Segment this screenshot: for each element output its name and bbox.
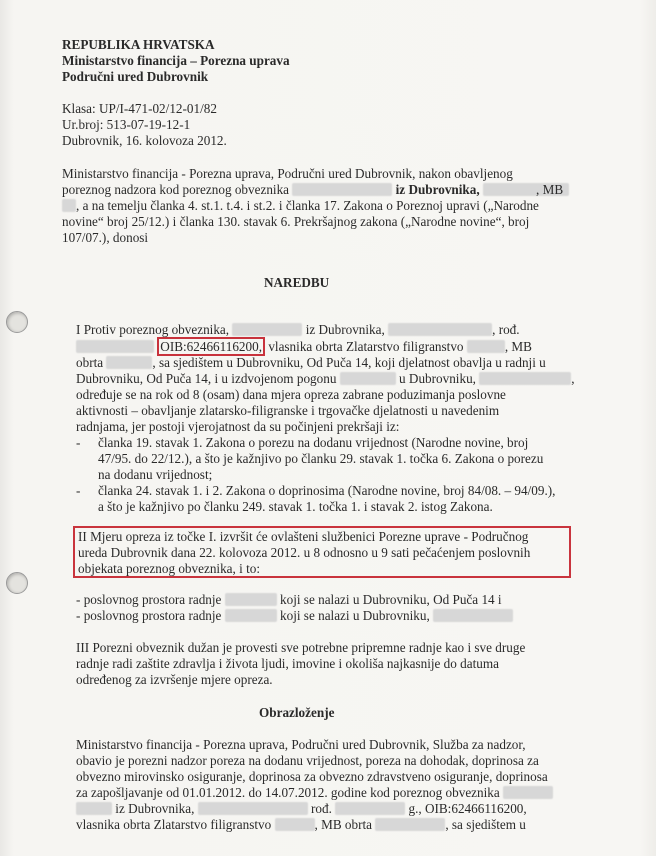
sec1-line: određuje se na rok od 8 (osam) dana mjera opreza zabrane poduzimanja poslovne	[76, 387, 506, 402]
bullet-line: članka 24. stavak 1. i 2. Zakona o doprinosima (Narodne novine, broj 84/08. – 94/09.),	[98, 483, 556, 498]
sec3-line: određenog za izvršenje mjere opreza.	[76, 672, 273, 687]
document-date: Dubrovnik, 16. kolovoza 2012.	[62, 133, 227, 148]
intro-line: , a na temelju članka 4. st.1. t.4. i st.2. i članka 17. Zakona o Poreznoj upravi („Narodne	[62, 198, 539, 214]
punch-hole	[6, 311, 28, 333]
bullet-line: članka 19. stavak 1. Zakona o porezu na dodanu vrijednost (Narodne novine, broj	[98, 435, 529, 450]
redacted	[275, 818, 315, 831]
sec1-line: I Protiv poreznog obveznika, iz Dubrovnika, , rođ.	[76, 322, 520, 337]
sec3-line: radnje radi zaštite zdravlja i života ljudi, imovine i okoliša najkasnije do datuma	[76, 656, 499, 671]
redacted	[433, 609, 513, 622]
sec1-line: Dubrovniku, Od Puča 14, i u izdvojenom pogonu u Dubrovniku, ,	[76, 371, 575, 386]
oib-highlight: OIB:62466116200,	[157, 337, 265, 356]
reason-line: vlasnika obrta Zlatarstvo filigranstvo , MB obrta , sa sjedištem u	[76, 817, 526, 832]
redacted	[106, 356, 152, 369]
redacted	[225, 609, 277, 622]
redacted	[388, 323, 492, 336]
urbroj: Ur.broj: 513-07-19-12-1	[62, 117, 191, 132]
sec2-item: - poslovnog prostora radnje koji se nalazi u Dubrovniku, Od Puča 14 i	[76, 592, 502, 607]
sec2-line: objekata poreznog obveznika, i to:	[78, 561, 260, 576]
bullet-line: 47/95. do 22/12.), a što je kažnjivo po članku 29. stavak 1. točka 6. Zakona o porezu	[98, 451, 544, 466]
bullet-dash: -	[76, 435, 81, 450]
sec1-line: aktivnosti – obavljanje zlatarsko-filigranske i trgovačke djelatnosti u navedenim	[76, 403, 500, 418]
sec2-line: ureda Dubrovnik dana 22. kolovoza 2012. u 8 odnosno u 9 sati pečaćenjem poslovnih	[78, 545, 531, 560]
punch-hole	[6, 572, 28, 594]
redacted	[198, 802, 308, 815]
redacted	[340, 372, 396, 385]
redacted	[479, 372, 571, 385]
sec3-line: III Porezni obveznik dužan je provesti sve potrebne pripremne radnje kao i sve druge	[76, 640, 526, 655]
redacted	[335, 802, 405, 815]
bullet-line: na dodanu vrijednost;	[98, 467, 213, 482]
reason-line: obvezno mirovinsko osiguranje, doprinosa za obvezno zdravstveno osiguranje, doprinosa	[76, 769, 548, 784]
section-subtitle: Obrazloženje	[259, 705, 335, 720]
sec1-line: OIB:62466116200, vlasnika obrta Zlatarstvo filigranstvo , MB	[76, 339, 532, 355]
document-title: NAREDBU	[264, 275, 330, 290]
redacted	[62, 199, 76, 212]
reason-line: iz Dubrovnika, rođ. g., OIB:62466116200,	[76, 801, 527, 817]
sec2-item: - poslovnog prostora radnje koji se nalazi u Dubrovniku,	[76, 608, 513, 624]
redacted	[467, 340, 505, 353]
header-office: Područni ured Dubrovnik	[62, 69, 209, 84]
bullet-line: a što je kažnjivo po članku 249. stavak 1. točka 1. i stavak 2. istog Zakona.	[98, 499, 493, 514]
intro-line: poreznog nadzora kod poreznog obveznika iz Dubrovnika,	[62, 182, 569, 198]
intro-line: 107/07.), donosi	[62, 230, 149, 245]
klasa: Klasa: UP/I-471-02/12-01/82	[62, 101, 217, 116]
redacted	[503, 786, 553, 799]
reason-line: za zapošljavanje od 01.01.2012. do 14.07.2012. godine kod poreznog obveznika	[76, 785, 553, 801]
bullet-dash: -	[76, 483, 81, 498]
intro-line: Ministarstvo financija - Porezna uprava, Područni ured Dubrovnik, nakon obavljenog	[62, 166, 513, 181]
redacted	[76, 340, 154, 353]
intro-line: novine“ broj 25/12.) i članka 130. stavak 6. Prekršajnog zakona („Narodne novine“, broj	[62, 214, 530, 229]
reason-line: Ministarstvo financija - Porezna uprava, Područni ured Dubrovnik, Služba za nadzor,	[76, 737, 526, 752]
header-country: REPUBLIKA HRVATSKA	[62, 37, 215, 52]
redacted	[225, 593, 277, 606]
reason-line: obavio je porezni nadzor poreza na dodanu vrijednost, poreza na dohodak, doprinosa za	[76, 753, 539, 768]
sec1-line: radnjama, jer postoji vjerojatnost da su počinjeni prekršaji iz:	[76, 419, 400, 434]
sec2-line: II Mjeru opreza iz točke I. izvršit će ovlašteni službenici Porezne uprave - Područnog	[78, 529, 529, 544]
redacted	[232, 323, 302, 336]
intro-mb: , MB	[536, 182, 564, 197]
redacted	[76, 802, 112, 815]
sec1-line: obrta , sa sjedištem u Dubrovniku, Od Puča 14, koji djelatnost obavlja u radnji u	[76, 355, 546, 370]
header-ministry: Ministarstvo financija – Porezna uprava	[62, 53, 290, 68]
redacted	[375, 818, 445, 831]
redacted	[292, 183, 392, 196]
